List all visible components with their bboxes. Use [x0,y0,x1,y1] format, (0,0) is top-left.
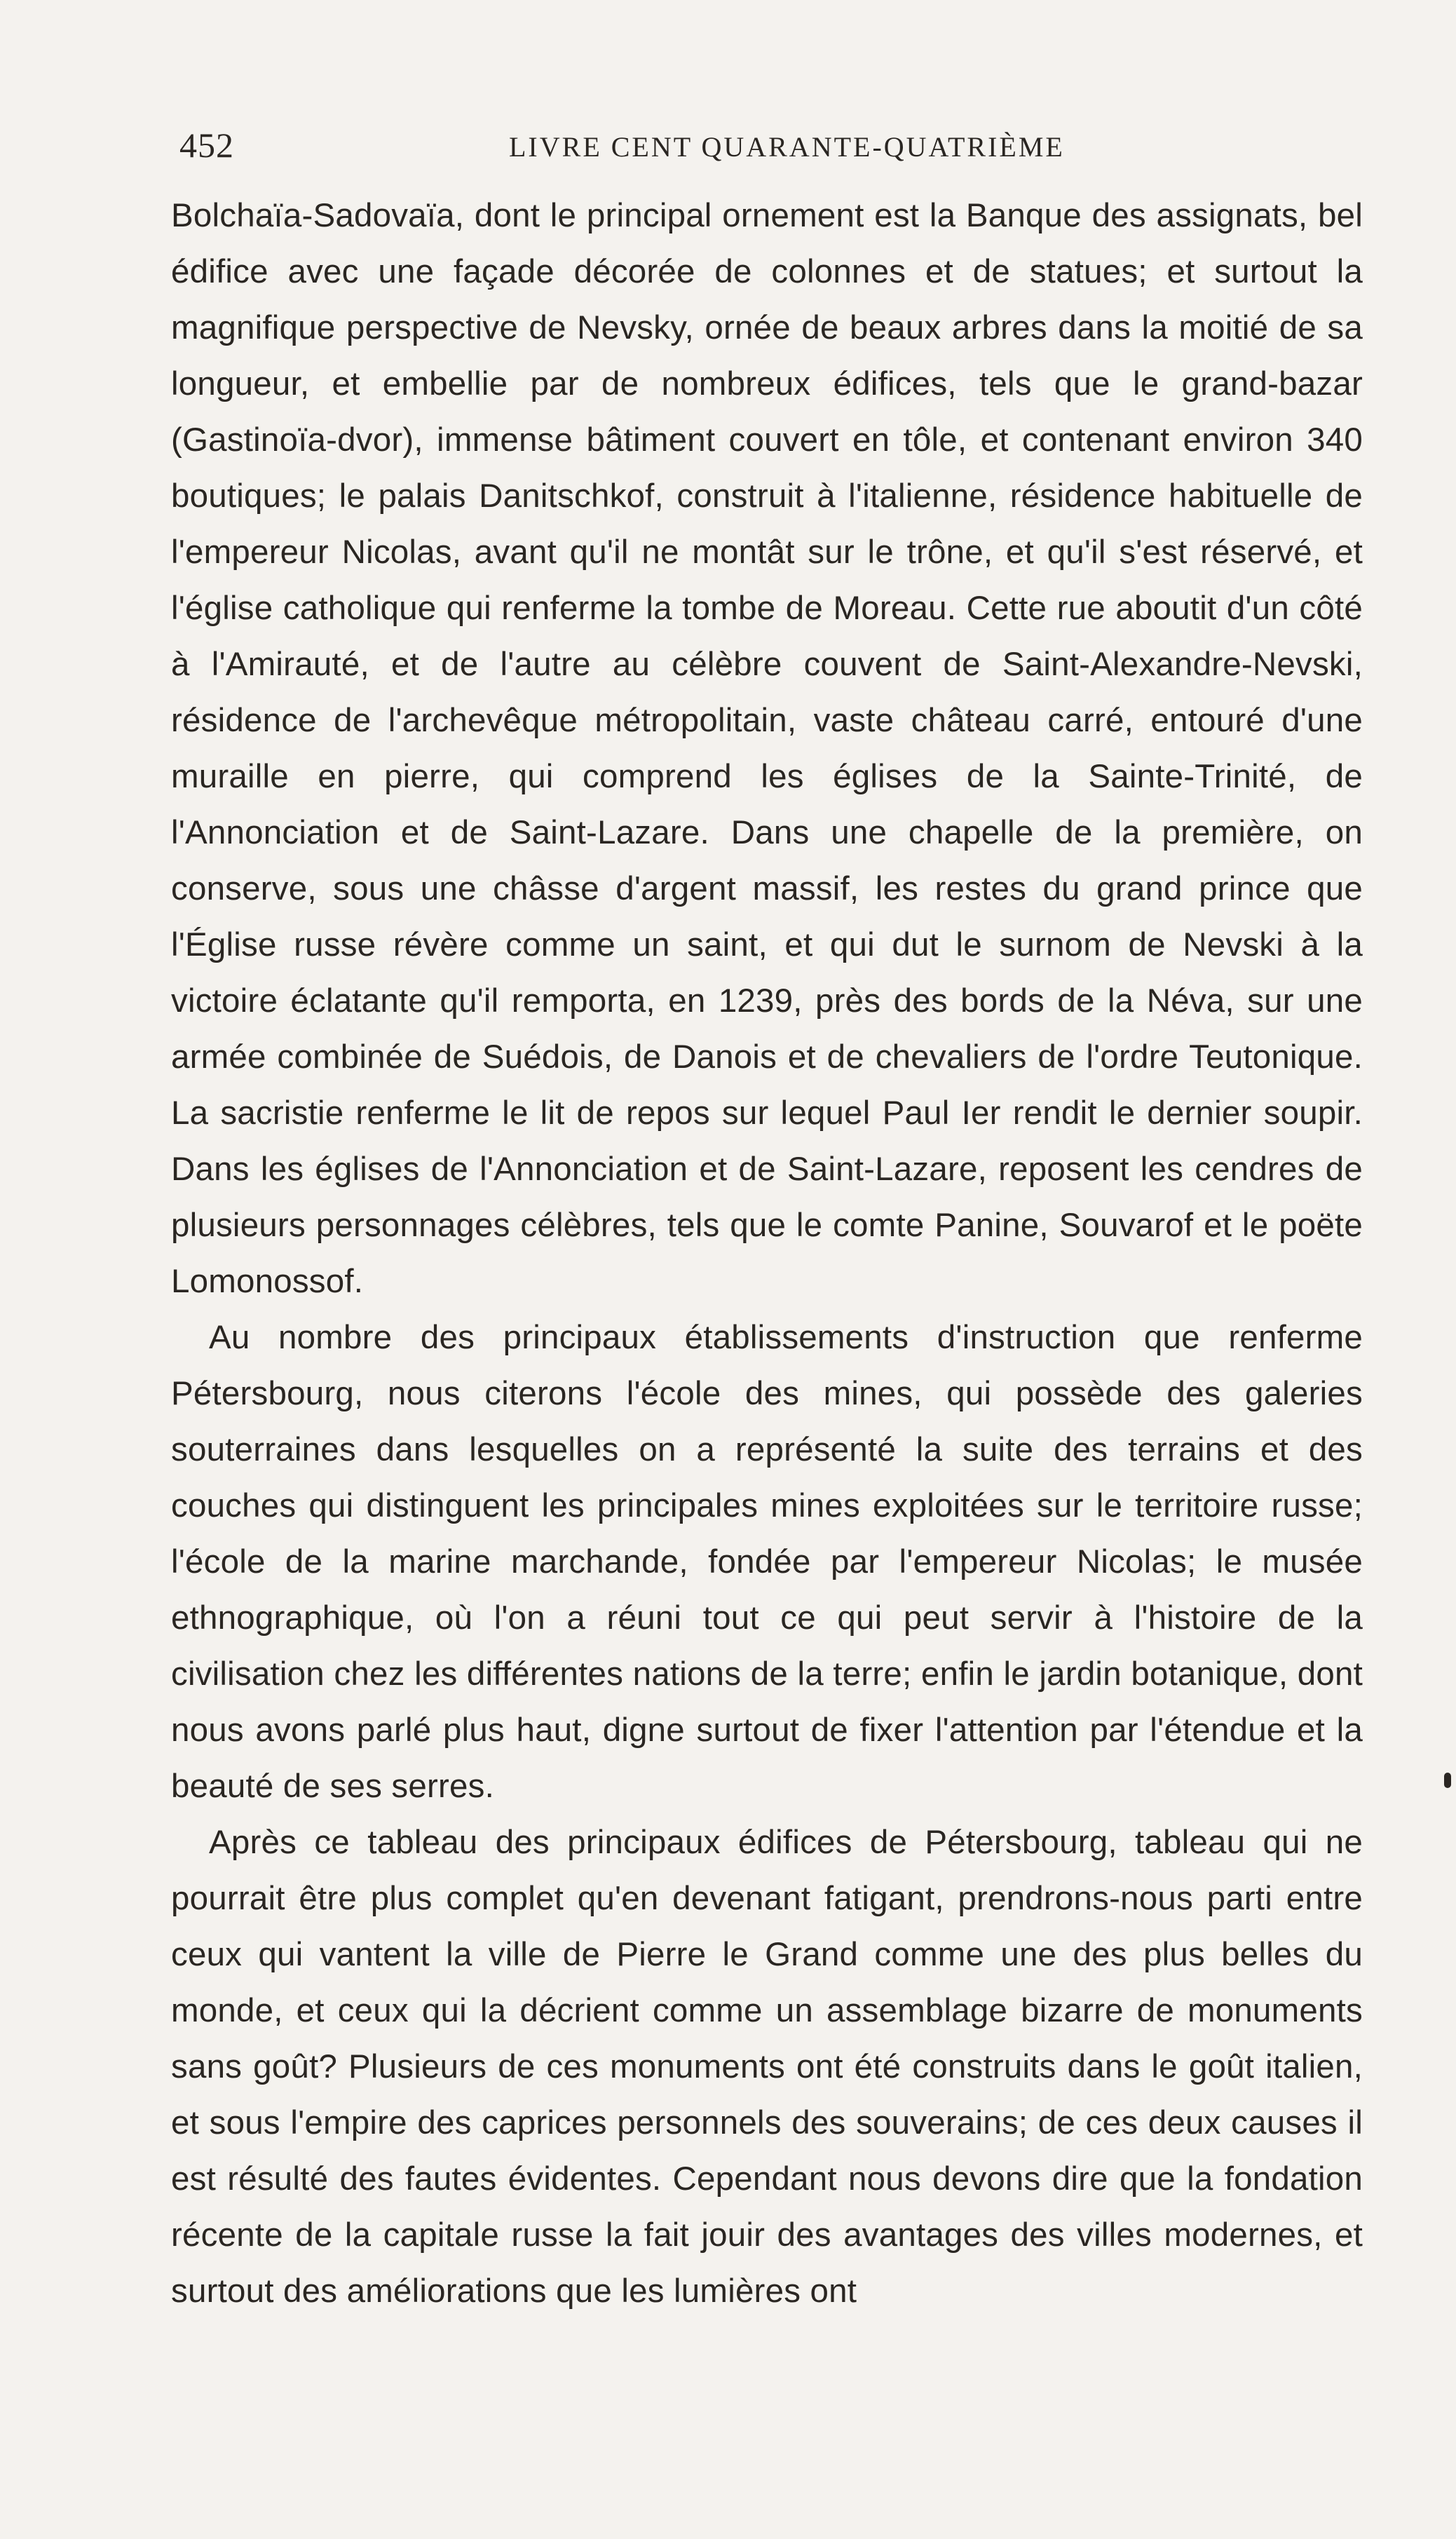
paragraph: Après ce tableau des principaux édifices de Pétersbourg, tableau qui ne pourrait être plus complet qu'en devenant fatigant, prendrons-nous parti entre ceux qui vantent la ville de Pierre le Grand comme une des plus belles du monde, et ceux qui la décrient comme un assemblage bizarre de monuments sans goût? Plusieurs de ces monuments ont été construits dans le goût italien, et sous l'empire des caprices personnels des souverains; de ces deux causes il est résulté des fautes évidentes. Cependant nous devons dire que la fondation récente de la capitale russe la fait jouir des avantages des villes modernes, et surtout des améliorations que les lumières ont [171,1824,1363,2310]
running-title: LIVRE CENT QUARANTE-QUATRIÈME [509,131,1065,163]
body-text [171,188,1363,2320]
page-header [179,119,1371,182]
page-number: 452 [179,126,234,165]
paragraph: Bolchaïa-Sadovaïa, dont le principal ornement est la Banque des assignats, bel édifice avec une façade décorée de colonnes et de statues; et surtout la magnifique perspective de Nevsky, ornée de beaux arbres dans la moitié de sa longueur, et embellie par de nombreux édifices, tels que le grand-bazar (Gastinoïa-dvor), immense bâtiment couvert en tôle, et contenant environ 340 boutiques; le palais Danitschkof, construit à l'italienne, résidence habituelle de l'empereur Nicolas, avant qu'il ne montât sur le trône, et qu'il s'est réservé, et l'église catholique qui renferme la tombe de Moreau. Cette rue aboutit d'un côté à l'Amirauté, et de l'autre au célèbre couvent de Saint-Alexandre-Nevski, résidence de l'archevêque métropolitain, vaste château carré, entouré d'une muraille en pierre, qui comprend les églises de la Sainte-Trinité, de l'Annonciation et de Saint-Lazare. Dans une chapelle de la première, on conserve, sous une châsse d'argent massif, les restes du grand prince que l'Église russe révère comme un saint, et qui dut le surnom de Nevski à la victoire éclatante qu'il remporta, en 1239, près des bords de la Néva, sur une armée combinée de Suédois, de Danois et de chevaliers de l'ordre Teutonique. La sacristie renferme le lit de repos sur lequel Paul Ier rendit le dernier soupir. Dans les églises de l'Annonciation et de Saint-Lazare, reposent les cendres de plusieurs personnages célèbres, tels que le comte Panine, Souvarof et le poëte Lomonossof. [171,197,1363,1300]
ink-mark [1444,1773,1451,1788]
paragraph: Au nombre des principaux établissements d'instruction que renferme Pétersbourg, nous citerons l'école des mines, qui possède des galeries souterraines dans lesquelles on a représenté la suite des terrains et des couches qui distinguent les principales mines exploitées sur le territoire russe; l'école de la marine marchande, fondée par l'empereur Nicolas; le musée ethnographique, où l'on a réuni tout ce qui peut servir à l'histoire de la civilisation chez les différentes nations de la terre; enfin le jardin botanique, dont nous avons parlé plus haut, digne surtout de fixer l'attention par l'étendue et la beauté de ses serres. [171,1319,1363,1805]
